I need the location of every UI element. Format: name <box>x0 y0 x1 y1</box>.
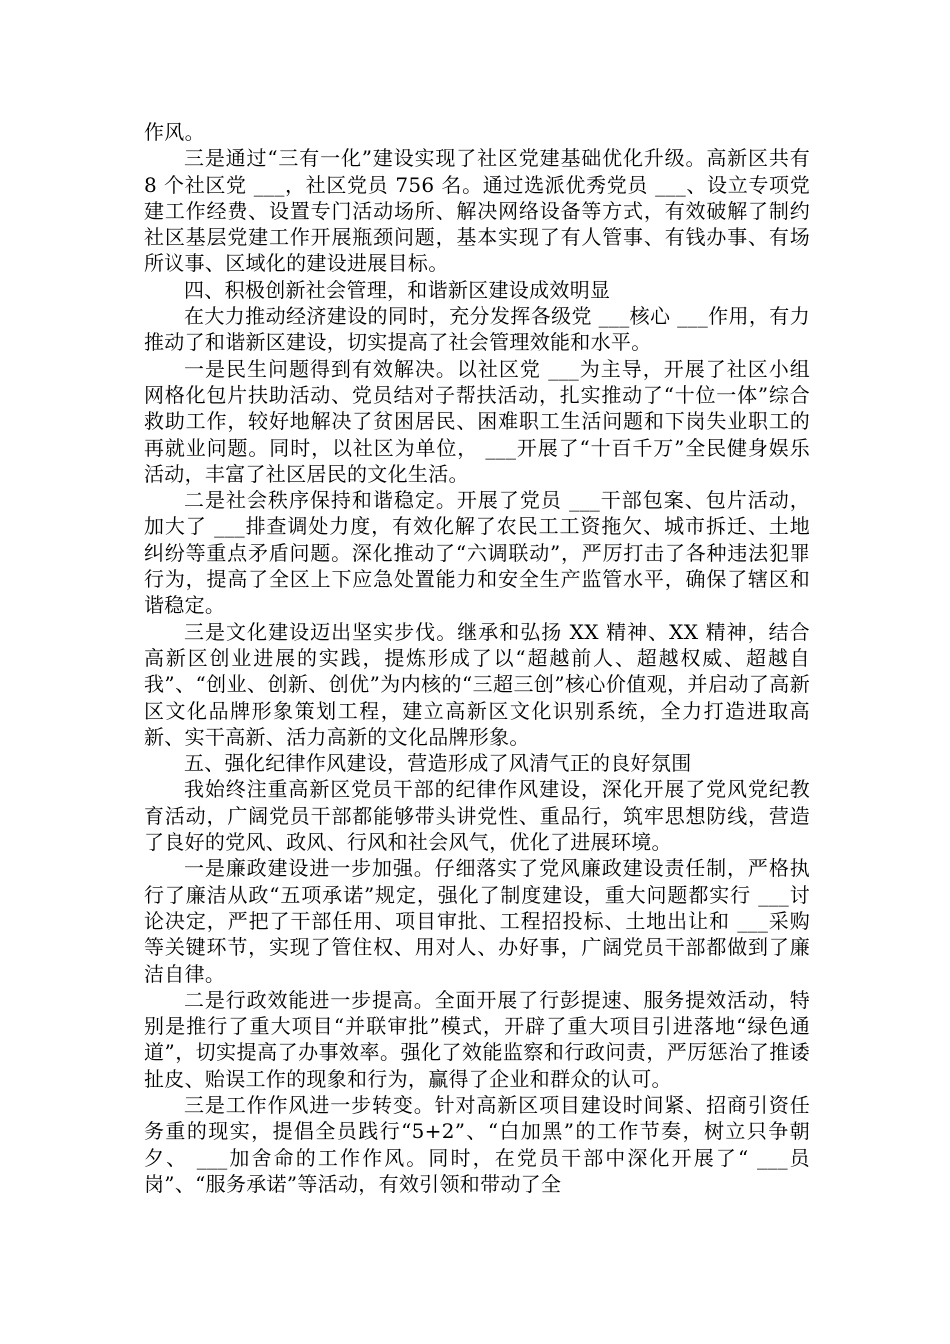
paragraph-community-party-building: 三是通过“三有一化”建设实现了社区党建基础优化升级。高新区共有 8 个社区党 ___，社区党员 756 名。通过选派优秀党员 ___、设立专项党建工作经费、设置专门活动场所、解决网络设备等方式，有效破解了制约社区基层党建工作开展瓶颈问题，基本实现了有人管事、有钱办事、有场所议事、区域化的建设进展目标。 <box>144 146 810 276</box>
paragraph-harmonious-district: 在大力推动经济建设的同时，充分发挥各级党 ___核心 ___作用，有力推动了和谐新区建设，切实提高了社会管理效能和水平。 <box>144 304 810 355</box>
section-heading-social-management: 四、积极创新社会管理，和谐新区建设成效明显 <box>184 277 611 302</box>
paragraph-discipline-intro: 我始终注重高新区党员干部的纪律作风建设，深化开展了党风党纪教育活动，广阔党员干部都能够带头讲党性、重品行，筑牢思想防线，营造了良好的党风、政风、行风和社会风气，优化了进展环境。 <box>144 777 810 855</box>
document-body <box>144 119 810 1197</box>
paragraph-culture-building: 三是文化建设迈出坚实步伐。继承和弘扬 XX 精神、XX 精神，结合高新区创业进展的实践，提炼形成了以“超越前人、超越权威、超越自我”、“创业、创新、创优”为内核的“三超三创”核心价值观，并启动了高新区文化品牌形象策划工程，建立高新区文化识别系统，全力打造进取高新、实干高新、活力高新的文化品牌形象。 <box>144 619 810 749</box>
paragraph-livelihood: 一是民生问题得到有效解决。以社区党 ___为主导，开展了社区小组网格化包片扶助活动、党员结对子帮扶活动，扎实推动了“十位一体”综合救助工作，较好地解决了贫困居民、困难职工生活问题和下岗失业职工的再就业问题。同时，以社区为单位， ___开展了“十百千万”全民健身娱乐活动，丰富了社区居民的文化生活。 <box>144 356 810 486</box>
paragraph-work-style: 三是工作作风进一步转变。针对高新区项目建设时间紧、招商引资任务重的现实，提倡全员践行“5+2”、“白加黑”的工作节奏，树立只争朝夕、 ___加舍命的工作作风。同时，在党员干部中深化开展了“ ___员岗”、“服务承诺”等活动，有效引领和带动了全 <box>144 1092 810 1196</box>
paragraph-continuation: 作风。 <box>144 120 205 144</box>
paragraph-efficiency: 二是行政效能进一步提高。全面开展了行彭提速、服务提效活动，特别是推行了重大项目“并联审批”模式，开辟了重大项目引进落地“绿色通道”，切实提高了办事效率。强化了效能监察和行政问责，严厉惩治了推诿扯皮、贻误工作的现象和行为，赢得了企业和群众的认可。 <box>144 987 810 1091</box>
paragraph-integrity: 一是廉政建设进一步加强。仔细落实了党风廉政建设责任制，严格执行了廉洁从政“五项承诺”规定，强化了制度建设，重大问题都实行 ___讨论决定，严把了干部任用、项目审批、工程招投标、土地出让和 ___采购等关键环节，实现了管住权、用对人、办好事，广阔党员干部都做到了廉洁自律。 <box>144 856 810 986</box>
paragraph-social-order: 二是社会秩序保持和谐稳定。开展了党员 ___干部包案、包片活动，加大了 ___排查调处力度，有效化解了农民工工资拖欠、城市拆迁、土地纠纷等重点矛盾问题。深化推动了“六调联动”，严厉打击了各种违法犯罪行为，提高了全区上下应急处置能力和安全生产监管水平，确保了辖区和谐稳定。 <box>144 488 810 618</box>
section-heading-discipline: 五、强化纪律作风建设，营造形成了风清气正的良好氛围 <box>184 751 692 776</box>
